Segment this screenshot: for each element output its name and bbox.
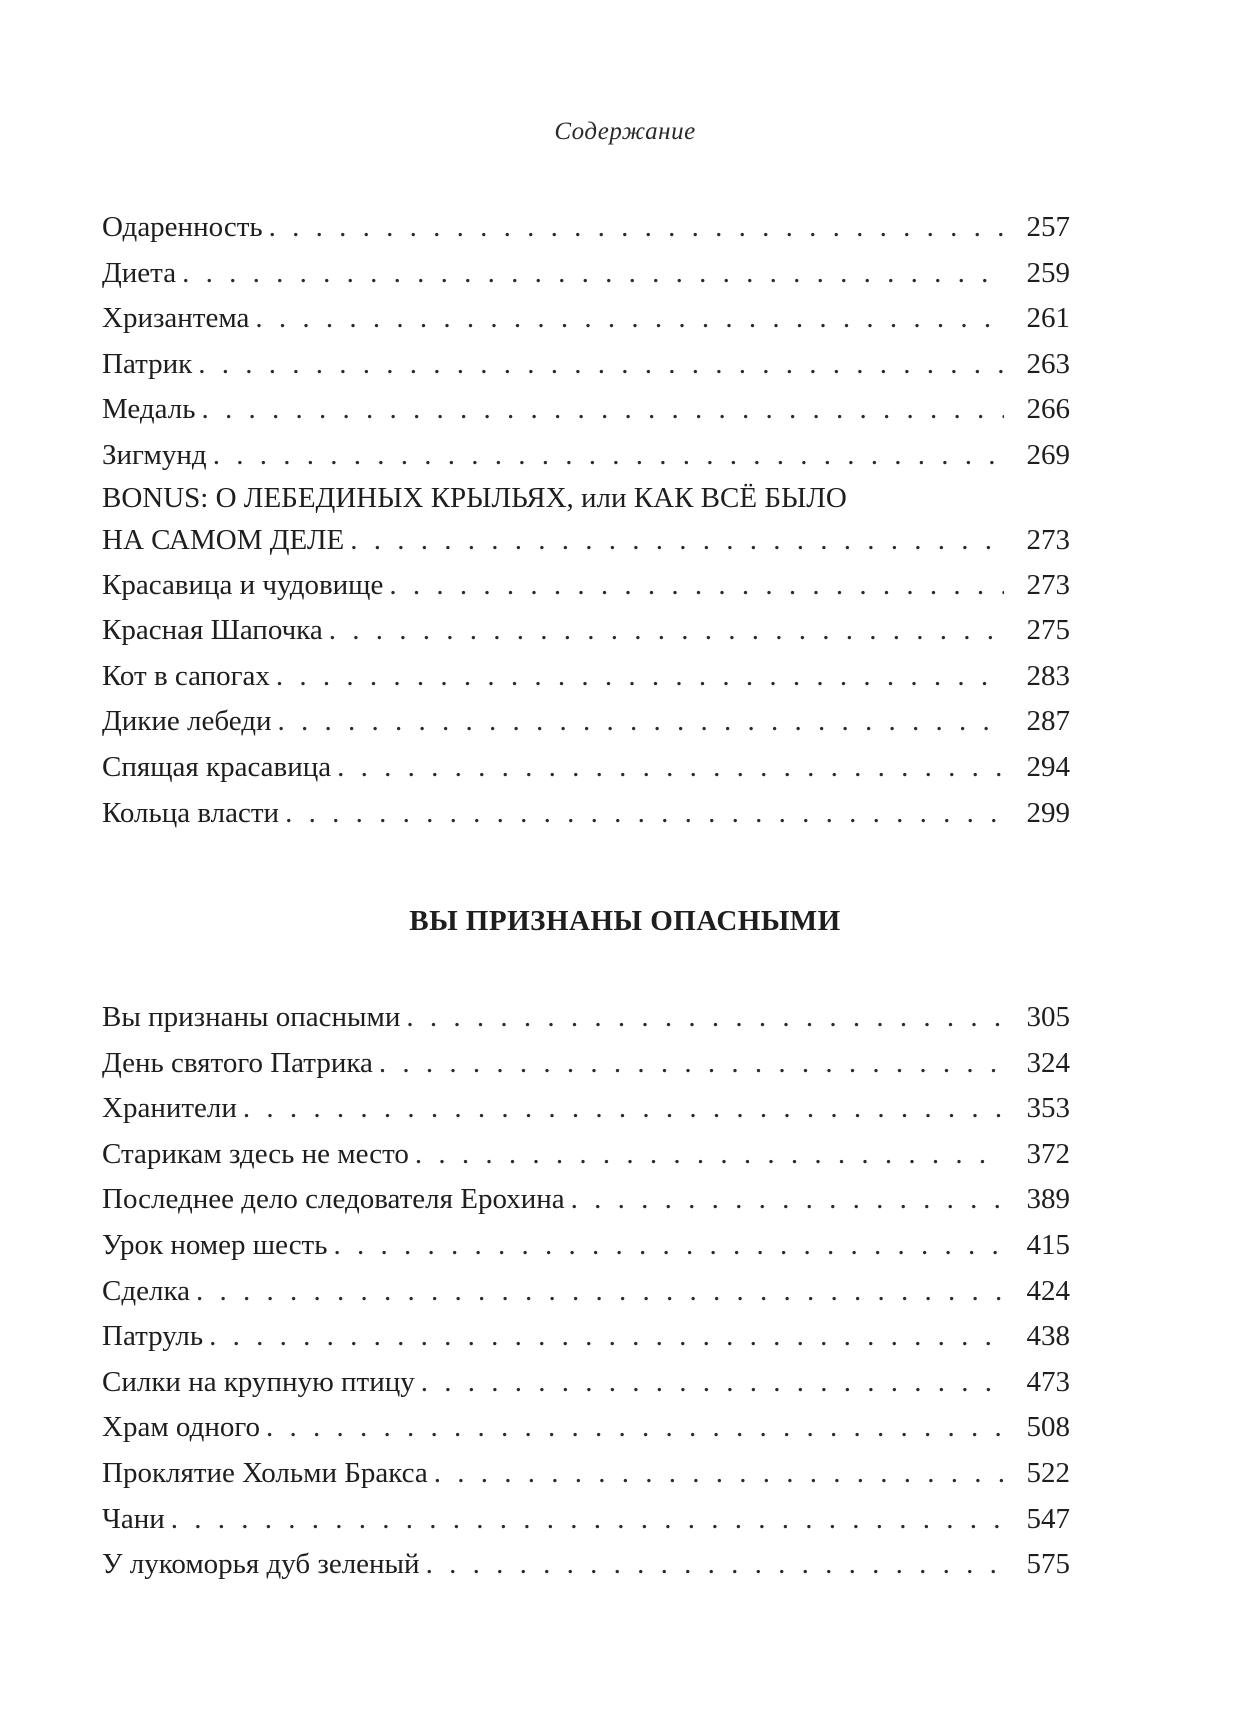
toc-dot-leader xyxy=(406,995,1004,1041)
toc-entry-page: 269 xyxy=(1026,438,1070,471)
toc-entry-page: 273 xyxy=(1026,568,1070,601)
toc-entry-title: Вы признаны опасными xyxy=(102,1001,401,1033)
toc-dot-leader xyxy=(434,1451,1004,1497)
toc-entry[interactable] xyxy=(102,1451,1070,1497)
toc-entry[interactable] xyxy=(102,1405,1070,1451)
toc-entry-page: 372 xyxy=(1026,1137,1070,1170)
toc-entry[interactable] xyxy=(102,654,1070,700)
toc-entry-page: 266 xyxy=(1026,393,1070,426)
toc-dot-leader xyxy=(278,699,1004,745)
toc-entry-title: Красная Шапочка xyxy=(102,614,323,647)
toc-entry-page: 261 xyxy=(1026,302,1070,335)
toc-entry-page: 575 xyxy=(1026,1548,1070,1581)
toc-entry-title: Храм одного xyxy=(102,1411,261,1444)
toc-entry[interactable] xyxy=(102,745,1070,791)
toc-entry-page: 389 xyxy=(1026,1183,1070,1216)
toc-entry-page: 294 xyxy=(1026,750,1070,783)
toc-entry-page: 424 xyxy=(1026,1274,1070,1307)
toc-dot-leader xyxy=(329,608,1004,654)
toc-dot-leader xyxy=(209,1314,1004,1360)
toc-entry-title: Спящая красавица xyxy=(102,750,332,783)
toc-entry-title: Хризантема xyxy=(102,302,250,335)
toc-entry[interactable] xyxy=(102,791,1070,837)
toc-entry-title: У лукоморья дуб зеленый xyxy=(102,1548,420,1581)
section-heading: ВЫ ПРИЗНАНЫ ОПАСНЫМИ xyxy=(409,905,841,937)
toc-entry-title: Медаль xyxy=(102,393,196,426)
toc-entry-title: BONUS: О ЛЕБЕДИНЫХ КРЫЛЬЯХ, или КАК ВСЁ БЫЛО xyxy=(102,481,847,514)
toc-dot-leader xyxy=(182,251,1004,297)
toc-list-section xyxy=(102,995,1070,1588)
toc-entry-title: Силки на крупную птицу xyxy=(102,1365,415,1398)
toc-entry-page: 522 xyxy=(1026,1456,1070,1489)
toc-entry-page: 438 xyxy=(1026,1320,1070,1353)
toc-entry-title: Чани xyxy=(102,1502,165,1535)
toc-entry[interactable] xyxy=(102,205,1070,251)
toc-dot-leader xyxy=(266,1405,1004,1451)
toc-entry-page: 257 xyxy=(1026,211,1070,243)
toc-entry-page: 273 xyxy=(1026,523,1070,556)
toc-entry-page: 287 xyxy=(1026,705,1070,738)
toc-entry-page: 508 xyxy=(1026,1411,1070,1444)
toc-entry[interactable] xyxy=(102,1314,1070,1360)
toc-entry-title: Патруль xyxy=(102,1320,204,1353)
toc-entry-title: Патрик xyxy=(102,347,193,380)
toc-entry[interactable] xyxy=(102,433,1070,479)
toc-entry[interactable] xyxy=(102,1542,1070,1588)
toc-entry-title: Кольца власти xyxy=(102,796,280,829)
toc-entry[interactable] xyxy=(102,1269,1070,1315)
toc-list-first xyxy=(102,205,1070,836)
toc-entry-page: 415 xyxy=(1026,1228,1070,1261)
toc-dot-leader xyxy=(255,296,1004,342)
toc-entry-bonus-line1[interactable] xyxy=(102,479,1070,517)
toc-entry-title: Кот в сапогах xyxy=(102,659,270,692)
toc-entry[interactable] xyxy=(102,342,1070,388)
toc-dot-leader xyxy=(421,1360,1004,1406)
toc-entry[interactable] xyxy=(102,1360,1070,1406)
toc-entry-title: Старикам здесь не место xyxy=(102,1137,409,1170)
toc-entry-page: 263 xyxy=(1026,347,1070,380)
toc-entry[interactable] xyxy=(102,387,1070,433)
toc-dot-leader xyxy=(201,387,1004,433)
running-header: Содержание xyxy=(554,118,696,145)
toc-entry[interactable] xyxy=(102,699,1070,745)
toc-dot-leader xyxy=(269,205,1004,251)
toc-dot-leader xyxy=(337,745,1004,791)
toc-entry-title: Зигмунд xyxy=(102,438,207,471)
toc-dot-leader xyxy=(285,791,1004,837)
toc-entry-title: Последнее дело следователя Ерохина xyxy=(102,1183,565,1216)
toc-entry-page: 324 xyxy=(1026,1046,1070,1079)
toc-entry-title: Одаренность xyxy=(102,211,263,243)
toc-dot-leader xyxy=(389,563,1004,609)
toc-dot-leader xyxy=(276,654,1004,700)
toc-entry-title: День святого Патрика xyxy=(102,1046,373,1079)
toc-entry-page: 299 xyxy=(1026,796,1070,829)
toc-entry-title: Проклятие Хольми Бракса xyxy=(102,1456,428,1489)
toc-entry[interactable] xyxy=(102,995,1070,1041)
toc-dot-leader xyxy=(196,1269,1004,1315)
toc-entry[interactable] xyxy=(102,1497,1070,1543)
toc-entry[interactable] xyxy=(102,1041,1070,1087)
toc-entry[interactable] xyxy=(102,251,1070,297)
toc-dot-leader xyxy=(198,342,1004,388)
toc-entry-title: Сделка xyxy=(102,1274,190,1307)
toc-dot-leader xyxy=(415,1132,1004,1178)
toc-dot-leader xyxy=(350,517,1004,563)
toc-entry-page: 275 xyxy=(1026,614,1070,647)
toc-entry-bonus-line2[interactable] xyxy=(102,517,1070,563)
toc-entry-page: 547 xyxy=(1026,1502,1070,1535)
toc-entry-page: 283 xyxy=(1026,659,1070,692)
toc-entry-title: Хранители xyxy=(102,1092,237,1125)
toc-entry-page: 353 xyxy=(1026,1092,1070,1125)
toc-entry[interactable] xyxy=(102,563,1070,609)
toc-dot-leader xyxy=(379,1041,1004,1087)
toc-dot-leader xyxy=(333,1223,1004,1269)
toc-entry-title: НА САМОМ ДЕЛЕ xyxy=(102,523,345,556)
toc-entry[interactable] xyxy=(102,1223,1070,1269)
toc-entry-page: 473 xyxy=(1026,1365,1070,1398)
toc-entry[interactable] xyxy=(102,1086,1070,1132)
toc-dot-leader xyxy=(426,1542,1004,1588)
toc-entry[interactable] xyxy=(102,1177,1070,1223)
toc-entry-title: Дикие лебеди xyxy=(102,705,272,738)
toc-entry-title: Диета xyxy=(102,256,177,289)
toc-entry[interactable] xyxy=(102,608,1070,654)
toc-dot-leader xyxy=(571,1177,1004,1223)
toc-entry-title: Урок номер шесть xyxy=(102,1228,328,1261)
toc-entry[interactable] xyxy=(102,1132,1070,1178)
toc-entry-page: 259 xyxy=(1026,256,1070,289)
toc-entry-title: Красавица и чудовище xyxy=(102,568,384,601)
toc-entry-page: 305 xyxy=(1026,1001,1070,1033)
toc-dot-leader xyxy=(243,1086,1004,1132)
toc-entry[interactable] xyxy=(102,296,1070,342)
toc-dot-leader xyxy=(171,1497,1004,1543)
toc-dot-leader xyxy=(213,433,1004,479)
